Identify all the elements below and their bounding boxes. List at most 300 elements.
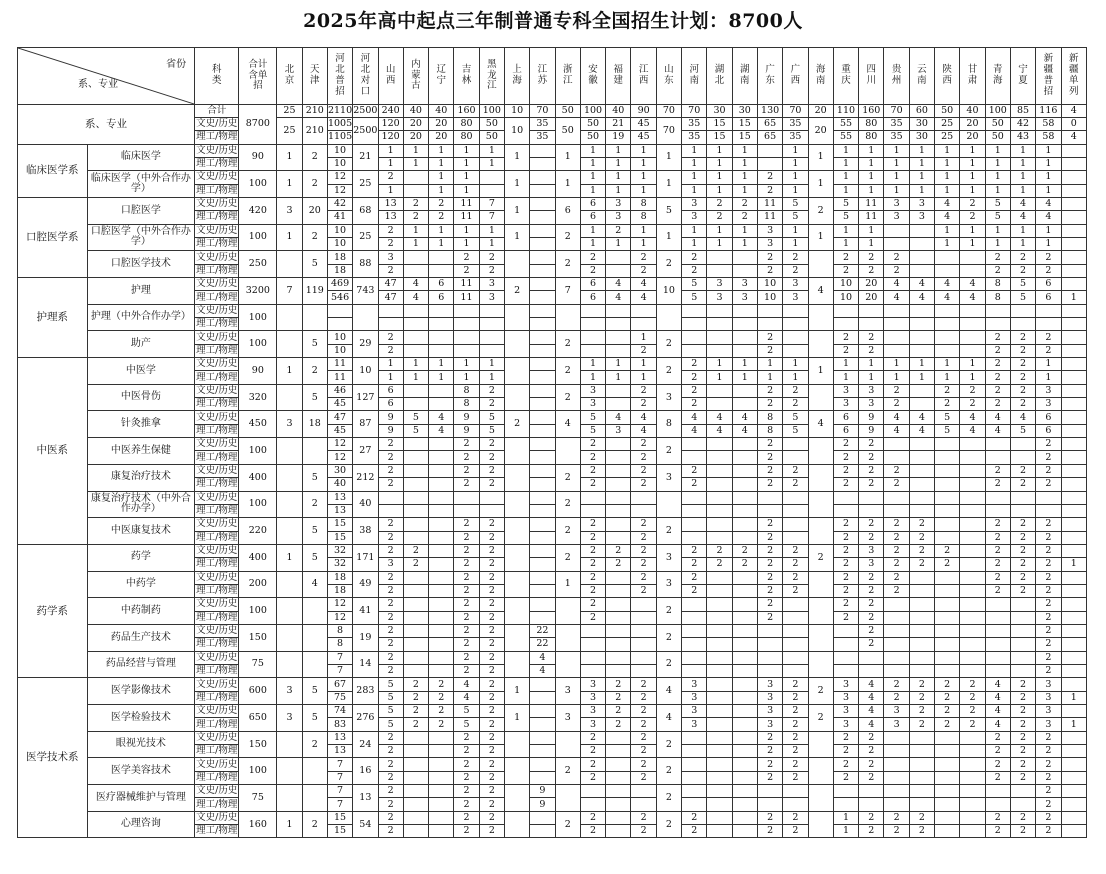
plan-cell [884, 651, 909, 664]
summary-cell: 240 [378, 105, 403, 118]
plan-cell: 2 [378, 464, 403, 477]
plan-cell: 1 [682, 237, 707, 250]
summary-arts-label: 文史/历史 [196, 118, 238, 130]
plan-cell: 47 [378, 291, 403, 304]
plan-cell [580, 318, 605, 331]
summary-cell: 40 [429, 105, 454, 118]
plan-cell [530, 518, 555, 531]
plan-cell: 3 [555, 705, 580, 732]
plan-cell [1010, 318, 1035, 331]
plan-cell: 4 [1010, 197, 1035, 210]
header-province: 山东 [656, 48, 681, 105]
major-sci-label: 理工/物理 [196, 718, 238, 730]
plan-cell [530, 478, 555, 491]
plan-cell: 4 [656, 705, 681, 732]
major-name: 康复治疗技术（中外合作办学） [87, 491, 195, 518]
plan-cell [682, 731, 707, 744]
plan-cell: 2 [682, 544, 707, 557]
plan-cell [960, 518, 985, 531]
plan-cell: 2 [631, 264, 656, 277]
plan-cell [935, 811, 960, 824]
plan-cell: 2 [555, 811, 580, 838]
header-province-label: 省份 [166, 59, 187, 70]
plan-cell [1061, 598, 1086, 611]
plan-cell: 2 [403, 211, 428, 224]
plan-cell: 2 [302, 358, 327, 385]
plan-cell: 1 [859, 184, 884, 197]
major-name: 护理（中外合作办学） [87, 304, 195, 331]
plan-cell: 5 [403, 424, 428, 437]
plan-cell: 4 [732, 411, 757, 424]
major-sci-label: 理工/物理 [196, 531, 238, 543]
plan-cell [732, 318, 757, 331]
plan-cell: 6 [580, 197, 605, 210]
plan-cell: 2 [859, 438, 884, 451]
plan-cell [960, 771, 985, 784]
plan-cell: 2 [884, 251, 909, 264]
plan-cell [732, 731, 757, 744]
plan-cell [555, 624, 580, 651]
plan-cell: 1 [909, 157, 934, 170]
plan-cell [403, 811, 428, 824]
department-name: 中医系 [18, 358, 88, 545]
plan-cell: 2 [757, 478, 782, 491]
plan-cell: 1 [960, 157, 985, 170]
plan-cell: 29 [353, 331, 378, 358]
plan-cell [403, 531, 428, 544]
plan-cell: 1 [833, 237, 858, 250]
plan-cell [479, 318, 504, 331]
plan-cell: 2 [1010, 344, 1035, 357]
plan-cell: 2 [682, 371, 707, 384]
major-name: 临床医学（中外合作办学） [87, 171, 195, 198]
plan-cell [504, 384, 529, 411]
plan-cell: 2 [960, 678, 985, 691]
plan-cell [732, 758, 757, 771]
plan-cell [960, 331, 985, 344]
plan-cell: 6 [555, 197, 580, 224]
plan-cell: 3 [833, 398, 858, 411]
major-total: 3200 [239, 278, 277, 305]
plan-cell: 2 [580, 464, 605, 477]
summary-cell: 2500 [353, 118, 378, 144]
plan-cell [1061, 144, 1086, 157]
plan-cell: 2 [555, 758, 580, 785]
plan-cell: 2 [833, 758, 858, 771]
plan-cell: 2 [580, 731, 605, 744]
plan-cell [530, 705, 555, 718]
plan-cell [1061, 224, 1086, 237]
plan-cell: 2 [884, 518, 909, 531]
plan-cell [757, 491, 782, 504]
plan-cell: 2 [757, 531, 782, 544]
plan-cell [935, 584, 960, 597]
plan-cell: 2 [378, 825, 403, 838]
plan-cell [682, 758, 707, 771]
plan-cell: 2 [580, 571, 605, 584]
major-total: 420 [239, 197, 277, 224]
plan-cell: 2 [1010, 691, 1035, 704]
plan-cell [960, 544, 985, 557]
plan-cell: 2 [757, 558, 782, 571]
plan-cell: 2 [479, 758, 504, 771]
plan-cell: 5 [1010, 424, 1035, 437]
plan-cell: 16 [353, 758, 378, 785]
plan-cell: 1 [277, 144, 302, 171]
plan-cell: 2 [682, 251, 707, 264]
plan-cell: 2 [1036, 558, 1061, 571]
summary-cell: 4 [1061, 105, 1086, 118]
plan-cell: 2 [833, 584, 858, 597]
plan-cell: 8 [327, 638, 352, 651]
plan-cell: 4 [656, 678, 681, 705]
plan-cell: 87 [353, 411, 378, 438]
plan-cell [935, 611, 960, 624]
plan-cell [555, 598, 580, 625]
plan-cell: 1 [859, 371, 884, 384]
plan-cell: 2 [935, 544, 960, 557]
plan-cell: 2 [555, 384, 580, 411]
plan-cell: 3 [1036, 691, 1061, 704]
plan-cell [403, 798, 428, 811]
plan-cell [429, 611, 454, 624]
plan-cell [707, 651, 732, 664]
summary-cell: 70 [656, 118, 681, 144]
plan-cell [530, 318, 555, 331]
plan-cell [327, 318, 352, 331]
plan-cell: 2 [580, 811, 605, 824]
plan-cell: 2 [378, 811, 403, 824]
plan-cell: 2 [859, 451, 884, 464]
plan-cell: 2 [606, 705, 631, 718]
major-sci-label: 理工/物理 [196, 691, 238, 703]
plan-cell: 2 [833, 331, 858, 344]
plan-cell: 2 [859, 598, 884, 611]
summary-cell: 70 [884, 105, 909, 118]
summary-cell: 2500 [353, 105, 378, 117]
plan-cell [403, 771, 428, 784]
plan-cell [504, 651, 529, 678]
plan-cell: 10 [327, 344, 352, 357]
plan-cell: 2 [859, 531, 884, 544]
plan-cell: 1 [757, 358, 782, 371]
plan-cell [1061, 171, 1086, 184]
plan-cell: 2 [479, 558, 504, 571]
plan-cell [403, 184, 428, 197]
plan-cell: 1 [960, 171, 985, 184]
plan-cell: 1 [277, 811, 302, 838]
plan-cell: 2 [909, 691, 934, 704]
major-name: 中医养生保健 [87, 438, 195, 465]
header-corner [18, 48, 195, 105]
plan-cell: 2 [606, 691, 631, 704]
plan-cell: 1 [859, 224, 884, 237]
plan-cell [833, 651, 858, 664]
plan-cell: 2 [859, 331, 884, 344]
plan-cell: 1 [732, 144, 757, 157]
plan-cell: 8 [454, 398, 479, 411]
plan-cell [707, 531, 732, 544]
plan-cell [403, 651, 428, 664]
plan-cell [530, 731, 555, 744]
plan-cell: 1 [606, 184, 631, 197]
plan-cell: 22 [530, 624, 555, 637]
plan-cell [884, 491, 909, 504]
major-name: 中医康复技术 [87, 518, 195, 545]
plan-cell [429, 531, 454, 544]
plan-cell [1036, 491, 1061, 504]
plan-cell: 2 [580, 531, 605, 544]
plan-cell [707, 304, 732, 317]
plan-cell: 5 [580, 411, 605, 424]
plan-cell: 1 [429, 224, 454, 237]
plan-cell: 12 [327, 184, 352, 197]
plan-cell: 15 [327, 531, 352, 544]
plan-cell: 2 [631, 771, 656, 784]
plan-cell: 5 [580, 424, 605, 437]
summary-cell: 40 [960, 105, 985, 118]
plan-cell: 2 [378, 598, 403, 611]
plan-cell: 2 [631, 731, 656, 744]
plan-cell [1061, 478, 1086, 491]
plan-cell: 22 [530, 638, 555, 651]
plan-cell [732, 571, 757, 584]
plan-cell [1061, 624, 1086, 637]
plan-cell: 2 [555, 358, 580, 385]
plan-cell [732, 638, 757, 651]
plan-cell: 2 [631, 544, 656, 557]
plan-cell [1010, 624, 1035, 637]
plan-cell: 2 [454, 251, 479, 264]
plan-cell [1061, 544, 1086, 557]
plan-cell: 2 [631, 825, 656, 838]
plan-cell: 1 [935, 171, 960, 184]
header-province: 江苏 [530, 48, 555, 105]
plan-cell: 2 [479, 745, 504, 758]
plan-cell [580, 798, 605, 811]
plan-cell [479, 491, 504, 504]
plan-cell: 1 [479, 157, 504, 170]
plan-cell: 9 [859, 411, 884, 424]
plan-cell: 2 [656, 251, 681, 278]
plan-cell: 2 [935, 384, 960, 397]
plan-cell: 3 [909, 211, 934, 224]
plan-cell [884, 331, 909, 344]
plan-cell [580, 504, 605, 517]
plan-cell: 2 [909, 531, 934, 544]
plan-cell: 7 [277, 278, 302, 305]
plan-cell: 4 [935, 197, 960, 210]
plan-cell: 1 [985, 171, 1010, 184]
plan-cell: 1 [429, 171, 454, 184]
plan-cell [808, 651, 833, 678]
plan-cell [302, 758, 327, 785]
plan-cell [580, 331, 605, 344]
plan-cell: 8 [656, 411, 681, 438]
plan-cell: 2 [757, 398, 782, 411]
plan-cell: 4 [631, 424, 656, 437]
plan-cell [732, 478, 757, 491]
major-name: 中医骨伤 [87, 384, 195, 411]
plan-cell [302, 651, 327, 678]
major-sci-label: 理工/物理 [196, 238, 238, 250]
plan-cell: 2 [783, 825, 808, 838]
plan-cell [1061, 211, 1086, 224]
plan-cell [732, 491, 757, 504]
plan-cell: 4 [707, 411, 732, 424]
plan-cell: 1 [732, 224, 757, 237]
plan-cell: 2 [378, 518, 403, 531]
plan-cell: 2 [808, 544, 833, 571]
plan-cell: 1 [707, 144, 732, 157]
plan-cell: 2 [479, 811, 504, 824]
plan-cell: 3 [833, 691, 858, 704]
plan-cell [277, 651, 302, 678]
plan-cell: 4 [429, 411, 454, 424]
plan-cell: 2 [1036, 531, 1061, 544]
plan-cell: 13 [378, 197, 403, 210]
department-name: 护理系 [18, 278, 88, 358]
plan-cell: 2 [833, 611, 858, 624]
major-name: 针灸推拿 [87, 411, 195, 438]
plan-cell: 2 [935, 705, 960, 718]
plan-cell [530, 384, 555, 397]
plan-cell [909, 264, 934, 277]
summary-cell: 15 [732, 131, 757, 144]
plan-cell [1061, 771, 1086, 784]
plan-cell [707, 638, 732, 651]
major-name: 心理咨询 [87, 811, 195, 838]
plan-cell: 2 [656, 731, 681, 758]
major-sci-label: 理工/物理 [196, 398, 238, 410]
summary-cell: 35 [783, 118, 808, 131]
plan-cell [732, 384, 757, 397]
plan-cell: 1 [859, 144, 884, 157]
plan-cell: 2 [656, 438, 681, 465]
plan-cell: 2 [378, 171, 403, 184]
plan-cell [429, 398, 454, 411]
plan-cell [935, 651, 960, 664]
plan-cell: 2 [757, 825, 782, 838]
plan-cell: 1 [606, 237, 631, 250]
plan-cell: 2 [859, 584, 884, 597]
plan-cell: 1 [808, 144, 833, 171]
summary-cell: 21 [606, 118, 631, 131]
summary-cell: 130 [757, 105, 782, 118]
plan-cell: 2 [960, 197, 985, 210]
summary-cell: 50 [479, 131, 504, 144]
summary-cell: 20 [808, 105, 833, 118]
plan-cell: 1 [707, 171, 732, 184]
summary-cell: 0 [1061, 118, 1086, 131]
plan-cell [1061, 157, 1086, 170]
plan-cell: 2 [884, 691, 909, 704]
summary-cell: 50 [479, 118, 504, 131]
plan-cell [859, 304, 884, 317]
major-sci-label: 理工/物理 [196, 665, 238, 677]
summary-cell: 30 [909, 131, 934, 144]
plan-cell [429, 331, 454, 344]
plan-cell: 2 [1036, 344, 1061, 357]
plan-cell [429, 344, 454, 357]
plan-cell [960, 531, 985, 544]
plan-cell [403, 745, 428, 758]
plan-cell [403, 785, 428, 798]
plan-cell: 7 [327, 798, 352, 811]
plan-cell [403, 731, 428, 744]
summary-cell: 160 [454, 105, 479, 118]
plan-cell: 2 [757, 384, 782, 397]
plan-cell [631, 624, 656, 637]
plan-cell: 2 [378, 224, 403, 237]
plan-cell: 2 [1036, 264, 1061, 277]
plan-cell: 3 [479, 291, 504, 304]
plan-cell: 2 [935, 718, 960, 731]
major-sci-label: 理工/物理 [196, 505, 238, 517]
major-name: 医疗器械维护与管理 [87, 785, 195, 812]
plan-cell: 2 [555, 224, 580, 251]
plan-cell: 6 [833, 424, 858, 437]
plan-cell: 2 [909, 558, 934, 571]
plan-cell [530, 691, 555, 704]
plan-cell: 5 [783, 411, 808, 424]
plan-cell [732, 451, 757, 464]
plan-cell [606, 584, 631, 597]
summary-cell: 50 [985, 118, 1010, 131]
plan-cell: 2 [580, 758, 605, 771]
plan-cell [277, 731, 302, 758]
plan-cell: 1 [707, 157, 732, 170]
plan-cell: 1 [833, 371, 858, 384]
summary-cell: 45 [631, 118, 656, 131]
summary-cell: 60 [909, 105, 934, 118]
plan-cell [403, 491, 428, 504]
plan-cell [429, 584, 454, 597]
summary-cell: 20 [960, 131, 985, 144]
plan-cell: 2 [909, 811, 934, 824]
plan-cell: 2 [935, 678, 960, 691]
plan-cell [935, 664, 960, 677]
plan-cell: 2 [757, 731, 782, 744]
plan-cell [530, 224, 555, 237]
plan-cell: 8 [327, 624, 352, 637]
plan-cell [833, 664, 858, 677]
plan-cell [985, 785, 1010, 798]
plan-cell: 1 [783, 371, 808, 384]
plan-cell: 2 [884, 384, 909, 397]
plan-cell: 1 [833, 157, 858, 170]
plan-cell: 2 [454, 758, 479, 771]
summary-cell: 65 [757, 131, 782, 144]
plan-cell: 4 [985, 678, 1010, 691]
plan-cell: 2 [1010, 251, 1035, 264]
plan-cell [1061, 184, 1086, 197]
plan-cell: 5 [985, 197, 1010, 210]
plan-cell: 2 [783, 264, 808, 277]
plan-cell: 3 [682, 718, 707, 731]
plan-cell: 2 [757, 745, 782, 758]
plan-cell: 2 [454, 531, 479, 544]
major-total: 90 [239, 358, 277, 385]
plan-cell: 2 [833, 518, 858, 531]
plan-cell [732, 691, 757, 704]
plan-cell: 13 [327, 491, 352, 504]
plan-cell [302, 438, 327, 465]
plan-cell: 2 [1036, 651, 1061, 664]
plan-cell: 1 [580, 358, 605, 371]
plan-cell [682, 664, 707, 677]
plan-cell [302, 624, 327, 651]
